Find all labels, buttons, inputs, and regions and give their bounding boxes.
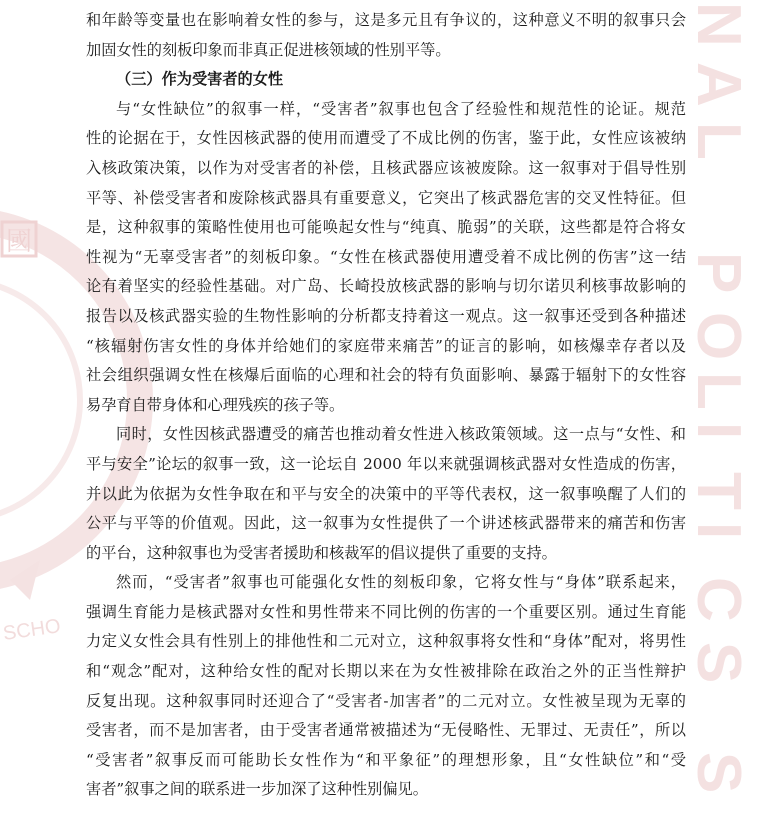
watermark-letter: P xyxy=(684,252,753,294)
watermark-letter: S xyxy=(684,752,753,794)
watermark-seal-arc: SCHO xyxy=(1,615,62,645)
text-line: 论有着坚实的经验性基础。对广岛、长崎投放核武器的影响与切尔诺贝利核事故影响的 xyxy=(86,277,686,296)
text-line: 力定义女性会具有性别上的排他性和二元对立，这种叙事将女性和“身体”配对，将男性 xyxy=(86,632,686,651)
watermark-letter: A xyxy=(684,62,753,107)
text-line: “受害者”叙事反而可能助长女性作为“和平象征”的理想形象，且“女性缺位”和“受 xyxy=(86,750,686,769)
watermark-letter: L xyxy=(684,122,753,160)
text-line: 入核政策决策，以作为对受害者的补偿，且核武器应该被废除。这一叙事对于倡导性别 xyxy=(86,158,686,177)
watermark-letter: T xyxy=(684,472,753,510)
text-line: 反复出现。这种叙事同时还迎合了“受害者-加害者”的二元对立。女性被呈现为无辜的 xyxy=(86,691,686,710)
watermark-letter: O xyxy=(684,312,753,361)
paragraph-first-line: 然而，“受害者”叙事也可能强化女性的刻板印象，它将女性与“身体”联系起来， xyxy=(116,573,686,592)
watermark-seal-inner xyxy=(0,280,80,520)
document-body xyxy=(86,6,686,805)
text-line: 平等、补偿受害者和废除核武器具有重要意义，它突出了核武器危害的交叉性特征。但 xyxy=(86,188,686,207)
text-line: 害者”叙事之间的联系进一步加深了这种性别偏见。 xyxy=(86,780,428,799)
text-line: 社会组织强调女性在核爆后面临的心理和社会的特有负面影响、暴露于辐射下的女性容 xyxy=(86,366,686,385)
text-line: 易孕育自带身体和心理残疾的孩子等。 xyxy=(86,395,345,414)
text-line: 的平台，这种叙事也为受害者援助和核裁军的倡议提供了重要的支持。 xyxy=(86,543,557,562)
watermark-letter: I xyxy=(684,522,753,540)
watermark-letter: C xyxy=(684,577,753,622)
watermark-letter: I xyxy=(684,422,753,440)
text-line: 并以此为依据为女性争取在和平与安全的决策中的平等代表权，这一叙事唤醒了人们的 xyxy=(86,484,686,503)
watermark-seal-text: 國 xyxy=(6,227,33,257)
paragraph-first-line: 与“女性缺位”的叙事一样，“受害者”叙事也包含了经验性和规范性的论证。规范 xyxy=(116,99,686,118)
text-line: 性视为“无辜受害者”的刻板印象。“女性在核武器使用遭受着不成比例的伤害”这一结 xyxy=(86,247,686,266)
text-line: 加固女性的刻板印象而非真正促进核领域的性别平等。 xyxy=(86,40,451,59)
watermark-letter: N xyxy=(684,2,753,47)
text-line: 受害者，而不是加害者，由于受害者通常被描述为“无侵略性、无罪过、无责任”，所以 xyxy=(86,721,686,740)
text-line: 平与安全”论坛的叙事一致，这一论坛自 2000 年以来就强调核武器对女性造成的伤害， xyxy=(86,454,686,473)
text-line: 公平与平等的价值观。因此，这一叙事为女性提供了一个讲述核武器带来的痛苦和伤害 xyxy=(86,514,686,533)
text-line: 和年龄等变量也在影响着女性的参与，这是多元且有争议的，这种意义不明的叙事只会 xyxy=(86,11,686,29)
text-line: 和“观念”配对，这种给女性的配对长期以来在为女性被排除在政治之外的正当性辩护 xyxy=(86,662,686,681)
section-heading: （三）作为受害者的女性 xyxy=(116,70,284,89)
text-line: 强调生育能力是核武器对女性和男性带来不同比例的伤害的一个重要区别。通过生育能 xyxy=(86,602,686,621)
paragraph-first-line: 同时，女性因核武器遭受的痛苦也推动着女性进入核政策领域。这一点与“女性、和 xyxy=(116,425,686,444)
text-line: 报告以及核武器实验的生物性影响的分析都支持着这一观点。这一叙事还受到各种描述 xyxy=(86,306,686,325)
text-line: 性的论据在于，女性因核武器的使用而遭受了不成比例的伤害，鉴于此，女性应该被纳 xyxy=(86,129,686,148)
watermark-letter: S xyxy=(684,642,753,684)
watermark-letter: L xyxy=(684,372,753,410)
text-line: 是，这种叙事的策略性使用也可能唤起女性与“纯真、脆弱”的关联，这些都是符合将女 xyxy=(86,218,686,237)
text-line: “核辐射伤害女性的身体并给她们的家庭带来痛苦”的证言的影响，如核爆幸存者以及 xyxy=(86,336,686,355)
